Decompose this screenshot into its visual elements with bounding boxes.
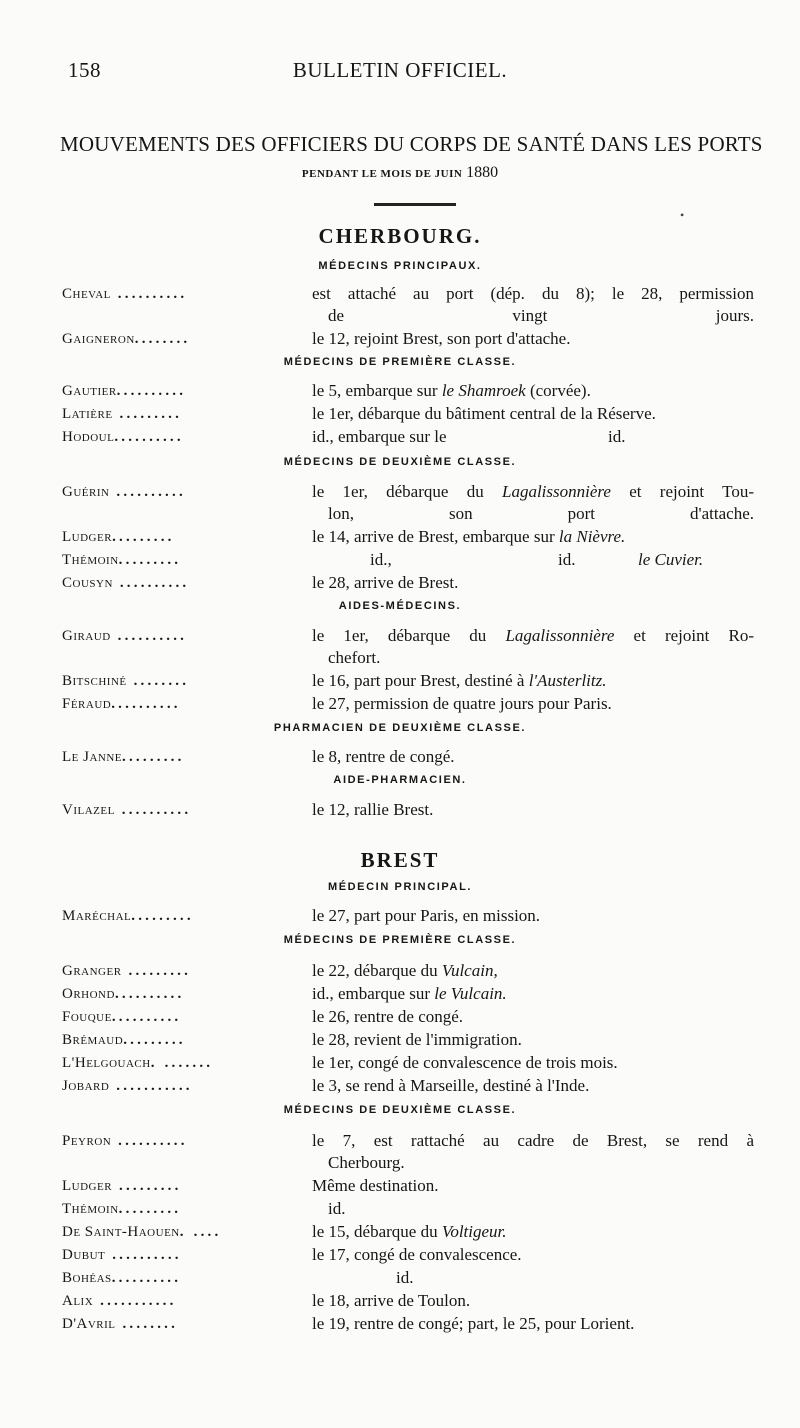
title-rule xyxy=(374,203,456,206)
movement-entry: le 22, débarque du Vulcain, xyxy=(312,961,498,980)
ship-name: le Vulcain. xyxy=(434,984,507,1003)
movement-entry: le 27, permission de quatre jours pour Paris. xyxy=(312,694,612,713)
movement-entry: le 1er, débarque du bâtiment central de la Réserve. xyxy=(312,404,656,423)
category-heading: AIDE-PHARMACIEN. xyxy=(333,774,467,786)
officer-name: Bohéas.......... xyxy=(62,1270,182,1286)
port-heading-cherbourg: CHERBOURG. xyxy=(318,224,482,248)
movement-entry: le 1er, congé de convalescence de trois mois. xyxy=(312,1053,618,1072)
movement-entry: le 8, rentre de congé. xyxy=(312,747,455,766)
officer-name: Thémoin......... xyxy=(62,1201,182,1217)
movement-entry: id., embarque sur le Vulcain. xyxy=(312,984,507,1003)
officer-name: Thémoin......... xyxy=(62,552,182,568)
movement-entry: id. xyxy=(396,1268,414,1287)
port-heading-brest: BREST xyxy=(360,848,440,872)
movement-entry: le 18, arrive de Toulon. xyxy=(312,1291,471,1310)
subtitle-prefix: PENDANT LE MOIS DE JUIN xyxy=(301,168,463,180)
category-heading: MÉDECINS DE DEUXIÈME CLASSE. xyxy=(283,1104,517,1116)
ship-name: Vulcain, xyxy=(441,961,498,980)
officer-name: De Saint-Haouen. .... xyxy=(62,1224,222,1240)
movement-entry: le 28, revient de l'immigration. xyxy=(312,1030,522,1049)
officer-name: Jobard ........... xyxy=(62,1078,193,1094)
ship-name: le Shamroek xyxy=(441,381,526,400)
category-heading: MÉDECIN PRINCIPAL. xyxy=(327,881,473,893)
officer-name: Granger ......... xyxy=(62,963,192,979)
officer-name: Gaigneron........ xyxy=(62,331,191,347)
movement-entry: le 12, rejoint Brest, son port d'attache. xyxy=(312,329,571,348)
officer-name: Guérin .......... xyxy=(62,484,186,500)
officer-name: Féraud.......... xyxy=(62,696,181,712)
movement-entry: id. xyxy=(328,1199,346,1218)
officer-name: Hodoul.......... xyxy=(62,429,184,445)
officer-name: D'Avril ........ xyxy=(62,1316,179,1332)
ink-speck: • xyxy=(680,208,685,222)
movement-entry: le 3, se rend à Marseille, destiné à l'Inde. xyxy=(312,1076,590,1095)
movement-entry: le 7, est rattaché au cadre de Brest, se rend à Cherbourg. xyxy=(312,1131,754,1172)
officer-name: Peyron .......... xyxy=(62,1133,188,1149)
movement-entry: le 5, embarque sur le Shamroek (corvée). xyxy=(312,381,591,400)
category-heading: AIDES-MÉDECINS. xyxy=(338,600,462,612)
officer-name: Giraud .......... xyxy=(62,628,188,644)
officer-name: Brémaud......... xyxy=(62,1032,186,1048)
page-title: MOUVEMENTS DES OFFICIERS DU CORPS DE SANTÉ DANS LES PORTS xyxy=(60,132,763,156)
category-heading: MÉDECINS DE PREMIÈRE CLASSE. xyxy=(283,356,517,368)
movement-entry: le 28, arrive de Brest. xyxy=(312,573,459,592)
category-heading: MÉDECINS PRINCIPAUX. xyxy=(318,260,482,272)
ship-name: la Nièvre. xyxy=(558,527,626,546)
movement-entry: le 12, rallie Brest. xyxy=(312,800,434,819)
category-heading: MÉDECINS DE PREMIÈRE CLASSE. xyxy=(283,934,517,946)
movement-entry: est attaché au port (dép. du 8); le 28, permission de vingt jours. xyxy=(312,284,754,325)
officer-name: Cousyn .......... xyxy=(62,575,190,591)
movement-entry: le 14, arrive de Brest, embarque sur la Nièvre. xyxy=(312,527,626,546)
ship-name: Voltigeur. xyxy=(441,1222,507,1241)
officer-name: Maréchal......... xyxy=(62,908,194,924)
ship-name: l'Austerlitz. xyxy=(528,671,607,690)
officer-name: Dubut .......... xyxy=(62,1247,182,1263)
officer-name: Bitschiné ........ xyxy=(62,673,190,689)
journal-title: BULLETIN OFFICIEL. xyxy=(292,58,508,82)
officer-name: Ludger ......... xyxy=(62,1178,182,1194)
officer-name: Gautier.......... xyxy=(62,383,187,399)
running-head xyxy=(0,58,800,84)
officer-name: Alix ........... xyxy=(62,1293,177,1309)
category-heading: MÉDECINS DE DEUXIÈME CLASSE. xyxy=(283,456,517,468)
officer-name: Fouque.......... xyxy=(62,1009,182,1025)
ship-name: Lagalissonnière xyxy=(505,626,615,645)
movement-entry: le 26, rentre de congé. xyxy=(312,1007,464,1026)
officer-name: Le Janne......... xyxy=(62,749,185,765)
officer-name: Orhond.......... xyxy=(62,986,185,1002)
movement-entry: le 15, débarque du Voltigeur. xyxy=(312,1222,507,1241)
document-page: 158 BULLETIN OFFICIEL. MOUVEMENTS DES OFFICIERS DU CORPS DE SANTÉ DANS LES PORTS PENDANT LE MOIS DE JUIN 1880 • CHERBOURG. MÉDECINS PRINCIPAUX. Cheval .......... est attaché au port (dép. du 8); le 28, permission de vingt jours. Gaigneron........ le 12, rejoint Brest, son port d'attache. MÉDECINS DE PREMIÈRE CLASSE. Gautier.......... le 5, embarque sur le Shamroek (corvée). Latière ......... le 1er, débarque du bâtiment central de la Réserve. Hodoul.......... id., embarque sur le id. MÉDECINS DE DEUXIÈME CLASSE. Guérin .......... le 1er, débarque du Lagalissonnière et rejoint Tou- lon, son port d'attache. Ludger......... le 14, arrive de Brest, embarque sur la Nièvre. Thémoin......... id., id. le Cuvier. Cousyn .......... le 28, arrive de Brest. AIDES-MÉDECINS. Giraud .......... le 1er, débarque du Lagalissonnière et rejoint Ro- chefort. Bitschiné ........ le 16, part pour Brest, destiné à l'Austerlitz. Féraud.......... le 27, permission de quatre jours pour Paris. PHARMACIEN DE DEUXIÈME CLASSE. Le Janne......... le 8, rentre de congé. AIDE-PHARMACIEN. Vilazel .......... le 12, rallie Brest. BREST MÉDECIN PRINCIPAL. Maréchal......... le 27, part pour Paris, en mission. MÉDECINS DE PREMIÈRE CLASSE. Granger ......... le 22, débarque du Vulcain, Orhond.......... id., embarque sur le Vulcain. Fouque.......... le 26, rentre de congé. Brémaud......... le 28, revient de l'immigration. L'Helgouach. ....... le 1er, congé de convalescence de trois mois. Jobard ........... le 3, se rend à Marseille, destiné à l'Inde. MÉDECINS DE DEUXIÈME CLASSE. Peyron .......... le 7, est rattaché au cadre de Brest, se rend à Cherbourg. Ludger ......... Même destination. Thémoin......... id. De Saint-Haouen. .... le 15, débarque du Voltigeur. Dubut .......... le 17, congé de convalescence. Bohéas.......... id. Alix ........... le 18, arrive de Toulon. D'Avril ........ le 19, rentre de congé; part, le 25, pour Lorient. xyxy=(0,0,800,1428)
officer-name: Ludger......... xyxy=(62,529,175,545)
category-heading: PHARMACIEN DE DEUXIÈME CLASSE. xyxy=(273,722,527,734)
movement-entry: le 27, part pour Paris, en mission. xyxy=(312,906,541,925)
ship-name: le Cuvier. xyxy=(638,550,704,569)
movement-entry: le 1er, débarque du Lagalissonnière et rejoint Tou- lon, son port d'attache. xyxy=(312,482,754,523)
page-subtitle xyxy=(0,164,800,182)
ship-name: Lagalissonnière xyxy=(502,482,611,501)
movement-entry: id., embarque sur le id. xyxy=(312,427,626,446)
officer-name: Latière ......... xyxy=(62,406,183,422)
officer-name: L'Helgouach. ....... xyxy=(62,1055,214,1071)
page-number: 158 xyxy=(68,58,101,82)
movement-entry: le 1er, débarque du Lagalissonnière et rejoint Ro- chefort. xyxy=(312,626,754,667)
movement-entry: le 19, rentre de congé; part, le 25, pour Lorient. xyxy=(312,1314,635,1333)
officer-name: Vilazel .......... xyxy=(62,802,192,818)
movement-entry: le 16, part pour Brest, destiné à l'Austerlitz. xyxy=(312,671,607,690)
officer-name: Cheval .......... xyxy=(62,286,188,302)
movement-entry: Même destination. xyxy=(312,1176,439,1195)
movement-entry: le 17, congé de convalescence. xyxy=(312,1245,522,1264)
subtitle-year: 1880 xyxy=(466,164,499,181)
